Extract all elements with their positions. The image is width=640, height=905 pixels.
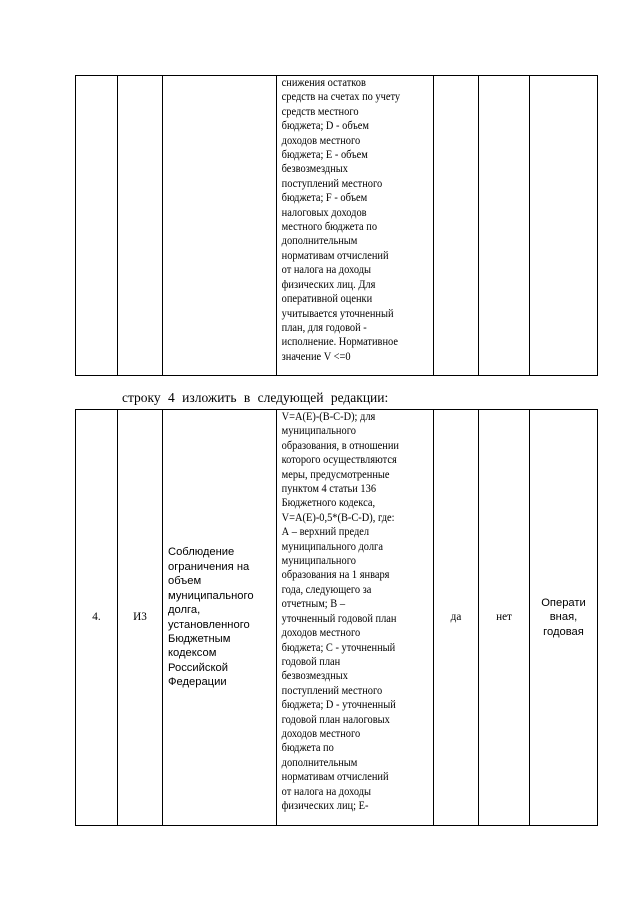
- period-cell: [530, 76, 598, 376]
- row-number-cell: [76, 76, 118, 376]
- row-number-cell: 4.: [76, 410, 118, 826]
- period-text: Операти вная, годовая: [541, 596, 586, 638]
- period-cell: [530, 410, 598, 826]
- formula-text: снижения остатков средств на счетах по учету средств местного бюджета; D - объем доходов местного бюджета; E - объем безвозмездных поступлений местного бюджета; F - объем налоговых доходов местного бюджета по дополнительным нормативам отчислений от налога на доходы физических лиц. Для оперативной оценки учитывается уточненный план, для годовой - исполнение. Нормативное значение V <=0: [281, 77, 401, 363]
- indicator-table-row-4: [75, 409, 598, 826]
- indicator-table-continued: [75, 75, 598, 376]
- formula-cell: [277, 76, 434, 376]
- formula-text: V=A(E)-(B-C-D); для муниципального образования, в отношении которого осуществляются меры, предусмотренные пунктом 4 статьи 136 Бюджетного кодекса, V=A(E)-0,5*(B-C-D), где: А – верхний предел муниципального долга муниципального образования на 1 января года, следующего за отчетным; В – уточненный годовой план доходов местного бюджета; С - уточненный годовой план безвозмездных поступлений местного бюджета; D - уточненный годовой план налоговых доходов местного бюджета по дополнительным нормативам отчислений от налога на доходы физических лиц; Е-: [281, 411, 399, 812]
- yes-cell: да: [434, 410, 479, 826]
- table-row: [76, 410, 598, 826]
- table-row: [76, 76, 598, 376]
- no-cell: [479, 76, 530, 376]
- criterion-cell: [163, 76, 277, 376]
- no-cell: нет: [479, 410, 530, 826]
- formula-cell: [277, 410, 434, 826]
- criterion-text: Соблюдение ограничения на объем муниципального долга, установленного Бюджетным кодексом Российской Федерации: [168, 546, 254, 689]
- instruction-text: строку 4 изложить в следующей редакции:: [122, 390, 389, 405]
- yes-cell: [434, 76, 479, 376]
- row-code-cell: [118, 76, 163, 376]
- row-code-cell: И3: [118, 410, 163, 826]
- criterion-cell: [163, 410, 277, 826]
